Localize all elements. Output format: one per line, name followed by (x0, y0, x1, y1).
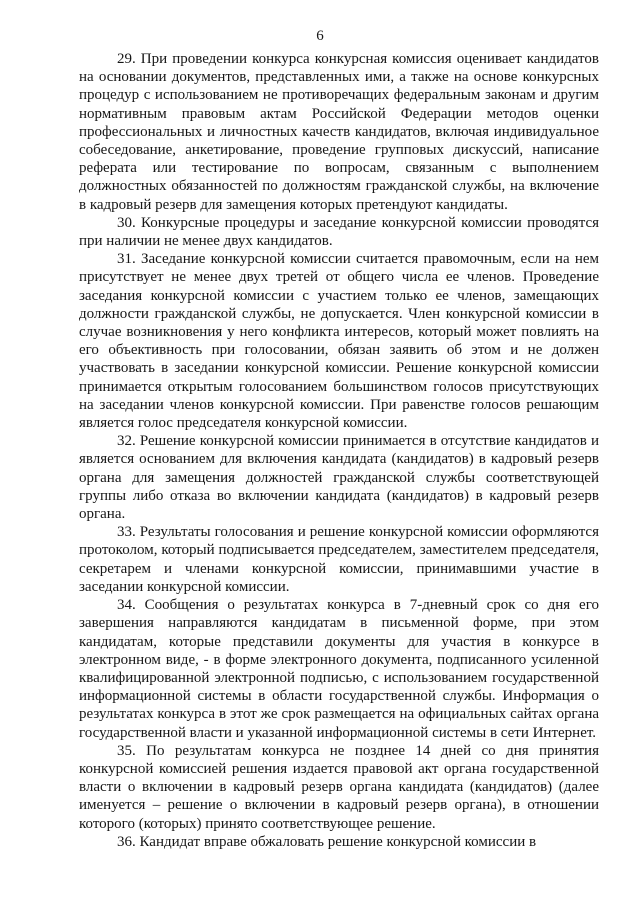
document-body (79, 50, 599, 851)
paragraph-32: 32. Решение конкурсной комиссии принимается в отсутствие кандидатов и является основанием для включения кандидата (кандидатов) в кадровый резерв органа для замещения должностей гражданской службы соответствующей группы либо отказа во включении кандидата (кандидатов) в кадровый резерв органа. (79, 433, 599, 523)
paragraph-33: 33. Результаты голосования и решение конкурсной комиссии оформляются протоколом, который подписывается председателем, заместителем председателя, секретарем и членами конкурсной комиссии, принимавшими участие в заседании конкурсной комиссии. (79, 524, 599, 595)
paragraph-36: 36. Кандидат вправе обжаловать решение конкурсной комиссии в (117, 833, 537, 850)
paragraph-29: 29. При проведении конкурса конкурсная комиссия оценивает кандидатов на основании документов, представленных ими, а также на основе конкурсных процедур с использованием не противоречащих федеральным законам и другим нормативным правовым актам Российской Федерации методов оценки профессиональных и личностных качеств кандидатов, включая индивидуальное собеседование, анкетирование, проведение групповых дискуссий, написание реферата или тестирование по вопросам, связанным с выполнением должностных обязанностей по должностям гражданской службы, на включение в кадровый резерв для замещения которых претендуют кандидаты. (79, 51, 599, 213)
paragraph-35: 35. По результатам конкурса не позднее 14 дней со дня принятия конкурсной комиссией решения издается правовой акт органа государственной власти о включении в кадровый резерв органа кандидата (кандидатов) (далее именуется – решение о включении в кадровый резерв органа), в отношении которого (которых) принято соответствующее решение. (79, 742, 599, 832)
paragraph-34: 34. Сообщения о результатах конкурса в 7-дневный срок со дня его завершения направляются кандидатам в письменной форме, при этом кандидатам, которые представили документы для участия в конкурсе в электронном виде, - в форме электронного документа, подписанного усиленной квалифицированной электронной подписью, с использованием государственной информационной системы в области государственной службы. Информация о результатах конкурса в этот же срок размещается на официальных сайтах органа государственной власти и указанной информационной системы в сети Интернет. (79, 597, 599, 741)
paragraph-31: 31. Заседание конкурсной комиссии считается правомочным, если на нем присутствует не менее двух третей от общего числа ее членов. Проведение заседания конкурсной комиссии с участием только ее членов, замещающих должности гражданской службы, не допускается. Член конкурсной комиссии в случае возникновения у него конфликта интересов, который может повлиять на его объективность при голосовании, обязан заявить об этом и не должен участвовать в заседании конкурсной комиссии. Решение конкурсной комиссии принимается открытым голосованием большинством голосов присутствующих на заседании членов конкурсной комиссии. При равенстве голосов решающим является голос председателя конкурсной комиссии. (79, 251, 599, 432)
page-number: 6 (316, 28, 324, 44)
paragraph-30: 30. Конкурсные процедуры и заседание конкурсной комиссии проводятся при наличии не менее двух кандидатов. (79, 214, 599, 250)
